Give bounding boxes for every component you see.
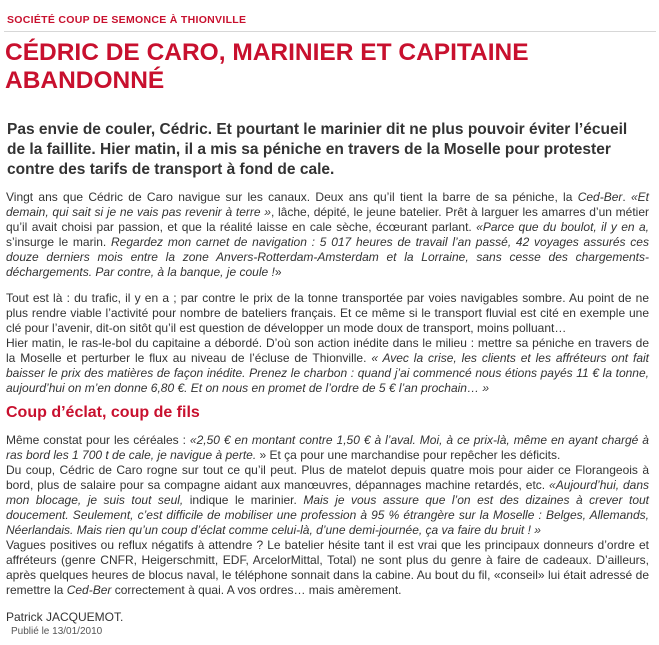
p1-text-e: , lâche, dépité, le jeune batelier. Prêt à larguer les amarres d’un métier qu’il avait choisi par passion, et que la réalité laisse en cale sèche, écœurant parlant. xyxy=(6,205,649,234)
quote-4: « Avec la crise, les clients et les affréteurs ont fait baisser le prix des matières de façon inédite. Prenez le charbon : quand j’ai commencé nous étions payés 11 € la tonne, aujourd’hui on m’en donne 6,80 €. Et on nous en promet de l’ordre de 5 € l’an prochain… » xyxy=(6,351,650,395)
divider xyxy=(4,31,656,32)
article-kicker: SOCIÉTÉ COUP DE SEMONCE À THIONVILLE xyxy=(7,14,247,26)
author-byline: Patrick JACQUEMOT. xyxy=(6,610,124,624)
p3-text-d: Du coup, Cédric de Caro rogne sur tout ce qu’il peut. Plus de matelot depuis quatre mois pour aider ce Florangeois à bord, plus de salaire pour sa compagne aidant aux manœuvres, dépannages machine retardés, etc. xyxy=(6,463,649,492)
p1-text-g: s’insurge le marin. xyxy=(6,235,112,249)
quote-7: Mais je vous assure que l’on est des dizaines à crever tout doucement. Seulement, c’est difficile de mobiliser une profession à 95 % étrangère sur la Moselle : Belges, Allemands, Néerlandais. Mais rien qu’un coup d’éclat comme celui-là, d’une demi-journée, ça va faire du bruit ! » xyxy=(6,493,649,537)
article-title: CÉDRIC DE CARO, MARINIER ET CAPITAINE ABANDONNÉ xyxy=(5,39,529,94)
publish-date: Publié le 13/01/2010 xyxy=(11,626,103,637)
p1-text-c: . xyxy=(622,190,631,204)
quote-6: «Aujourd’hui, dans mon blocage, je suis tout seul, xyxy=(6,478,649,507)
paragraph-1 xyxy=(6,190,649,280)
quote-3: Regardez mon carnet de navigation : 5 017 heures de travail l’an passé, 42 voyages assurés ces douze derniers mois entre la zone Anvers-Rotterdam-Amsterdam et la Lorraine, sans cesse des chargements-déchargements. Par contre, à la banque, je coule ! xyxy=(6,235,649,279)
paragraph-2 xyxy=(6,291,649,396)
p2-text-b: Hier matin, le ras-le-bol du capitaine a débordé. D’où son action inédite dans le milieu : mettre sa péniche en travers de la Moselle et perturber le flux au niveau de l’écluse de Thionville. xyxy=(6,336,649,365)
p1-text-i: » xyxy=(274,265,282,279)
p3-text-a: Même constat pour les céréales : xyxy=(6,433,190,447)
paragraph-3 xyxy=(6,433,649,598)
p3-text-f: indique le marinier. xyxy=(183,493,304,507)
p3-text-h: Vagues positives ou reflux négatifs à attendre ? Le batelier hésite tant il est vrai que les principaux donneurs d’ordre et affréteurs (genre CNFR, Heigerschmitt, EDF, ArcelorMittal, Total) ne sont plus du genre à faire de cadeaux. D’ailleurs, après quelques heures de blocus naval, le téléphone sonnait dans la cabine. Au bout du fil, «conseil» lui était adressé de remettre la xyxy=(6,538,649,597)
quote-5: «2,50 € en montant contre 1,50 € à l’aval. Moi, à ce prix-là, même en ayant chargé à ras bord les 1 700 t de cale, je navigue à perte. xyxy=(6,433,649,462)
boat-name: Ced-Ber xyxy=(577,190,623,204)
quote-2: «Parce que du boulot, il y en a, xyxy=(476,220,649,234)
p1-text-a: Vingt ans que Cédric de Caro navigue sur les canaux. Deux ans qu’il tient la barre de sa péniche, la xyxy=(6,190,578,204)
section-heading: Coup d’éclat, coup de fils xyxy=(6,404,200,421)
quote-1: «Et demain, qui sait si je ne vais pas revenir à terre » xyxy=(6,190,650,219)
p2-text-a: Tout est là : du trafic, il y en a ; par contre le prix de la tonne transportée par voies navigables sombre. Au point de ne plus rendre viable l’activité pour nombre de bateliers français. Et ce même si le transport fluvial est cité en exemple une clé pour l’avenir, dit-on sitôt qu’il est question de développer un mode doux de transport, moins polluant… xyxy=(6,291,649,335)
p3-text-j: correctement à quai. A vos ordres… mais amèrement. xyxy=(111,583,402,597)
p3-text-c: » Et ça pour une marchandise pour repêcher les déficits. xyxy=(256,448,561,462)
article-lead: Pas envie de couler, Cédric. Et pourtant le marinier dit ne plus pouvoir éviter l’écueil de la faillite. Hier matin, il a mis sa péniche en travers de la Moselle pour protester contre des tarifs de transport à fond de cale. xyxy=(7,121,628,178)
boat-name-2: Ced-Ber xyxy=(66,583,112,597)
